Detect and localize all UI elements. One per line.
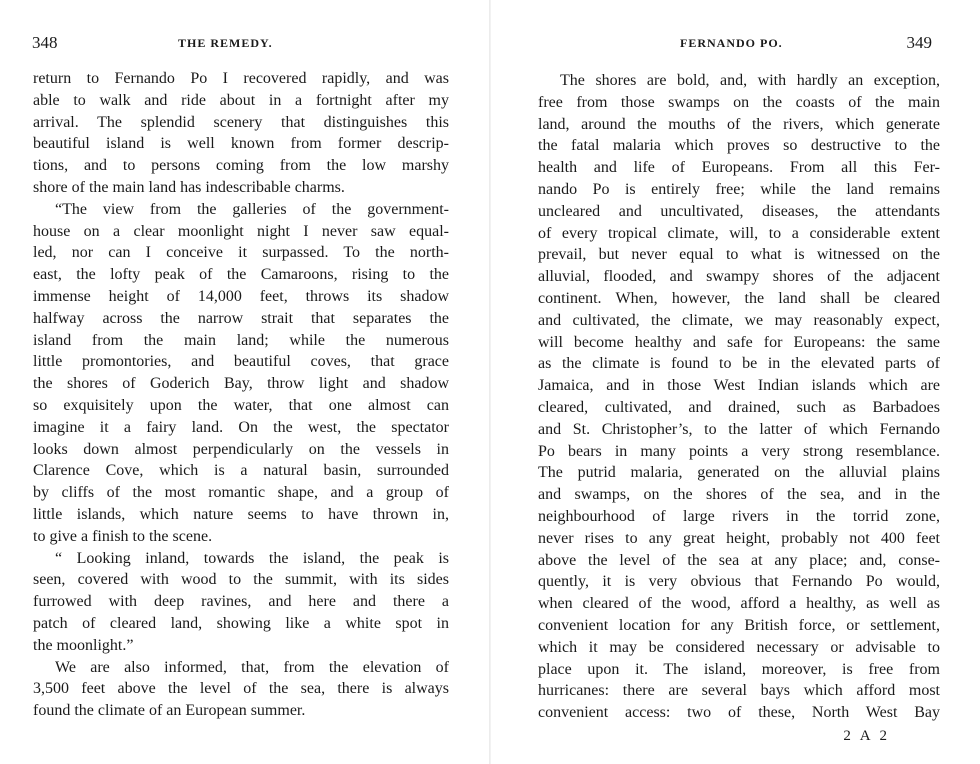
text-line: shore of the main land has indescribable charms. [33,178,345,196]
right-page-header [540,33,940,58]
text-line: 3,500 feet above the level of the sea, there is always [33,680,449,698]
right-running-head: FERNANDO PO. [680,36,783,50]
text-line: health and life of Europeans. From all this Fer- [538,159,940,177]
right-page-body [538,70,940,724]
text-line: will become healthy and safe for Europeans: the same [538,333,940,351]
text-line: cleared, cultivated, and drained, such as Barbadoes [538,398,940,416]
text-line: hurricanes: there are several bays which afford most [538,682,940,700]
text-line: furrowed with deep ravines, and here and there a [33,593,449,611]
text-line: immense height of 14,000 feet, throws its shadow [33,287,449,305]
text-line: quently, it is very obvious that Fernando Po would, [538,573,940,591]
text-line: halfway across the narrow strait that separates the [33,309,449,327]
left-page-body [33,68,449,722]
text-line: above the level of the sea at any place; and, conse- [538,551,940,569]
text-line: The putrid malaria, generated on the alluvial plains [538,464,940,482]
text-line: land, around the mouths of the rivers, which generate [538,115,940,133]
text-line: little islands, which nature seems to have thrown in, [33,505,449,523]
text-line: able to walk and ride about in a fortnight after my [33,91,449,109]
text-line: led, nor can I conceive it surpassed. To the north- [33,244,449,262]
text-line: to give a finish to the scene. [33,527,213,545]
text-line: “The view from the galleries of the government- [55,200,449,218]
text-line: the moonlight.” [33,636,134,654]
text-line: prevail, but never equal to what is witnessed on the [538,246,940,264]
text-line: found the climate of an European summer. [33,702,306,720]
text-line: of every tropical climate, will, to a considerable extent [538,224,940,242]
text-line: convenient location for any British force, or settlement, [538,616,940,634]
left-running-head: THE REMEDY. [178,36,273,50]
text-line: “ Looking inland, towards the island, the peak is [55,549,449,567]
text-line: looks down almost perpendicularly on the vessels in [33,440,449,458]
text-line: island from the main land; while the numerous [33,331,449,349]
text-line: east, the lofty peak of the Camaroons, rising to the [33,266,449,284]
text-line: little promontories, and beautiful coves, that grace [33,353,449,371]
text-line: and St. Christopher’s, to the latter of which Fernando [538,420,940,438]
left-page-number: 348 [32,33,58,52]
text-line: nando Po is entirely free; while the land remains [538,180,940,198]
text-line: convenient access: two of these, North West Bay [538,704,940,722]
text-line: continent. When, however, the land shall be cleared [538,289,940,307]
text-line: free from those swamps on the coasts of the main [538,93,940,111]
text-line: We are also informed, that, from the elevation of [55,658,449,676]
left-page-header [32,33,452,58]
text-line: and cultivated, the climate, we may reasonably expect, [538,311,940,329]
text-line: Jamaica, and in those West Indian islands which are [538,377,940,395]
text-line: place upon it. The island, moreover, is free from [538,660,940,678]
text-line: imagine it a fairy land. On the west, the spectator [33,418,449,436]
signature-mark: 2 A 2 [843,728,890,744]
text-line: The shores are bold, and, with hardly an exception, [560,72,940,89]
text-line: return to Fernando Po I recovered rapidly, and was [33,70,449,87]
text-line: seen, covered with wood to the summit, with its sides [33,571,449,589]
text-line: arrival. The splendid scenery that distinguishes this [33,113,449,131]
right-page-number: 349 [906,33,932,52]
text-line: uncleared and uncultivated, diseases, the attendants [538,202,940,220]
text-line: never rises to any great height, probably not 400 feet [538,529,940,547]
text-line: Clarence Cove, which is a natural basin, surrounded [33,462,449,480]
text-line: beautiful island is well known from former descrip- [33,135,449,153]
text-line: Po bears in many points a very strong resemblance. [538,442,940,460]
text-line: by cliffs of the most romantic shape, and a group of [33,484,449,502]
text-line: so exquisitely upon the water, that one almost can [33,396,449,414]
text-line: which it may be considered necessary or advisable to [538,638,940,656]
text-line: neighbourhood of large rivers in the torrid zone, [538,507,940,525]
text-line: house on a clear moonlight night I never saw equal- [33,222,449,240]
text-line: alluvial, flooded, and swampy shores of the adjacent [538,268,940,286]
text-line: the shores of Goderich Bay, throw light and shadow [33,375,449,393]
text-line: tions, and to persons coming from the low marshy [33,157,449,175]
text-line: the fatal malaria which proves so destructive to the [538,137,940,155]
text-line: when cleared of the wood, afford a healthy, as well as [538,595,940,613]
text-line: patch of cleared land, showing like a white spot in [33,614,449,632]
text-line: and swamps, on the shores of the sea, and in the [538,486,940,504]
right-page [490,0,980,764]
text-line: as the climate is found to be in the elevated parts of [538,355,940,373]
